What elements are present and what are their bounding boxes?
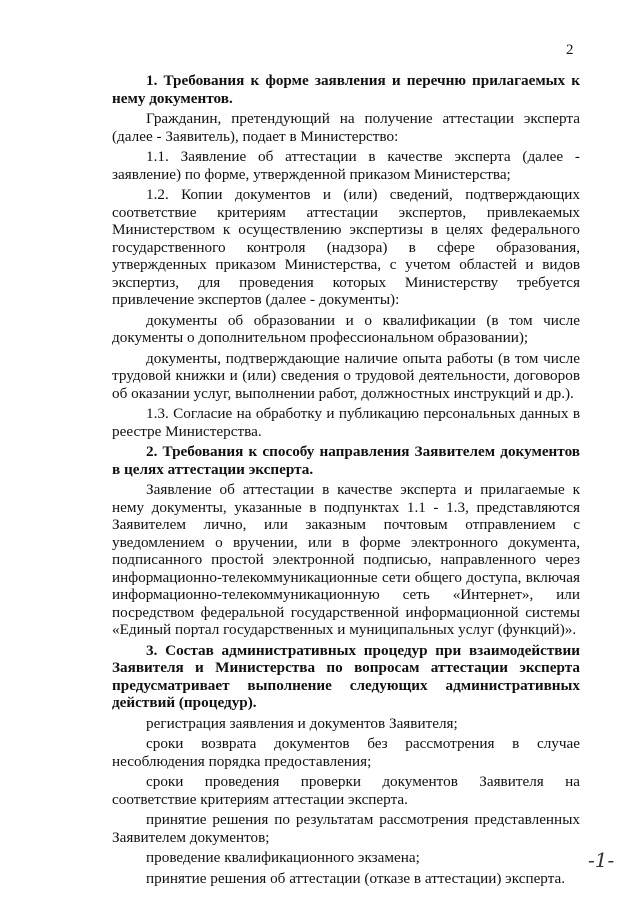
handwritten-mark: -1- — [588, 848, 615, 872]
paragraph: 1.1. Заявление об аттестации в качестве эксперта (далее - заявление) по форме, утвержденной приказом Министерства; — [112, 148, 580, 183]
paragraph: Заявление об аттестации в качестве эксперта и прилагаемые к нему документы, указанные в подпунктах 1.1 - 1.3, представляются Заявителем лично, или заказным почтовым отправлением с уведомлением о вручении, или в форме электронного документа, подписанного простой электронной подписью, направленного через информационно-телекоммуникационные сети общего доступа, включая информационно-телекоммуникационную сеть «Интернет», или посредством федеральной государственной информационной системы «Единый портал государственных и муниципальных услуг (функций)». — [112, 481, 580, 638]
paragraph: 1.3. Согласие на обработку и публикацию персональных данных в реестре Министерства. — [112, 405, 580, 440]
section-heading-3: 3. Состав административных процедур при взаимодействии Заявителя и Министерства по вопросам аттестации эксперта предусматривает выполнение следующих административных действий (процедур). — [112, 641, 580, 711]
list-item: сроки возврата документов без рассмотрения в случае несоблюдения порядка предоставления; — [112, 735, 580, 770]
list-item: проведение квалификационного экзамена; — [146, 849, 420, 866]
list-item: принятие решения об аттестации (отказе в аттестации) эксперта. — [146, 869, 566, 887]
paragraph: документы, подтверждающие наличие опыта работы (в том числе трудовой книжки и (или) сведения о трудовой деятельности, договоров об оказании услуг, выполнении работ, должностных инструкций и др.). — [112, 349, 580, 402]
document-body — [112, 72, 580, 890]
page-number: 2 — [566, 42, 574, 58]
list-item: принятие решения по результатам рассмотрения представленных Заявителем документов; — [112, 811, 580, 846]
list-item: сроки проведения проверки документов Заявителя на соответствие критериям аттестации эксперта. — [112, 773, 580, 808]
section-heading-2: 2. Требования к способу направления Заявителем документов в целях аттестации эксперта. — [112, 443, 580, 478]
list-item: регистрация заявления и документов Заявителя; — [146, 714, 458, 732]
paragraph: 1.2. Копии документов и (или) сведений, подтверждающих соответствие критериям аттестации экспертов, привлекаемых Министерством к осуществлению экспертизы в целях федерального государственного контроля (надзора) в сфере образования, утвержденных приказом Министерства, с учетом областей и видов экспертиз, для проведения которых Министерству требуется привлечение экспертов (далее - документы): — [112, 186, 580, 308]
section-heading-1: 1. Требования к форме заявления и перечню прилагаемых к нему документов. — [112, 72, 580, 107]
paragraph: документы об образовании и о квалификации (в том числе документы о дополнительном профессиональном образовании); — [112, 311, 580, 346]
paragraph: Гражданин, претендующий на получение аттестации эксперта (далее - Заявитель), подает в Министерство: — [112, 110, 580, 145]
